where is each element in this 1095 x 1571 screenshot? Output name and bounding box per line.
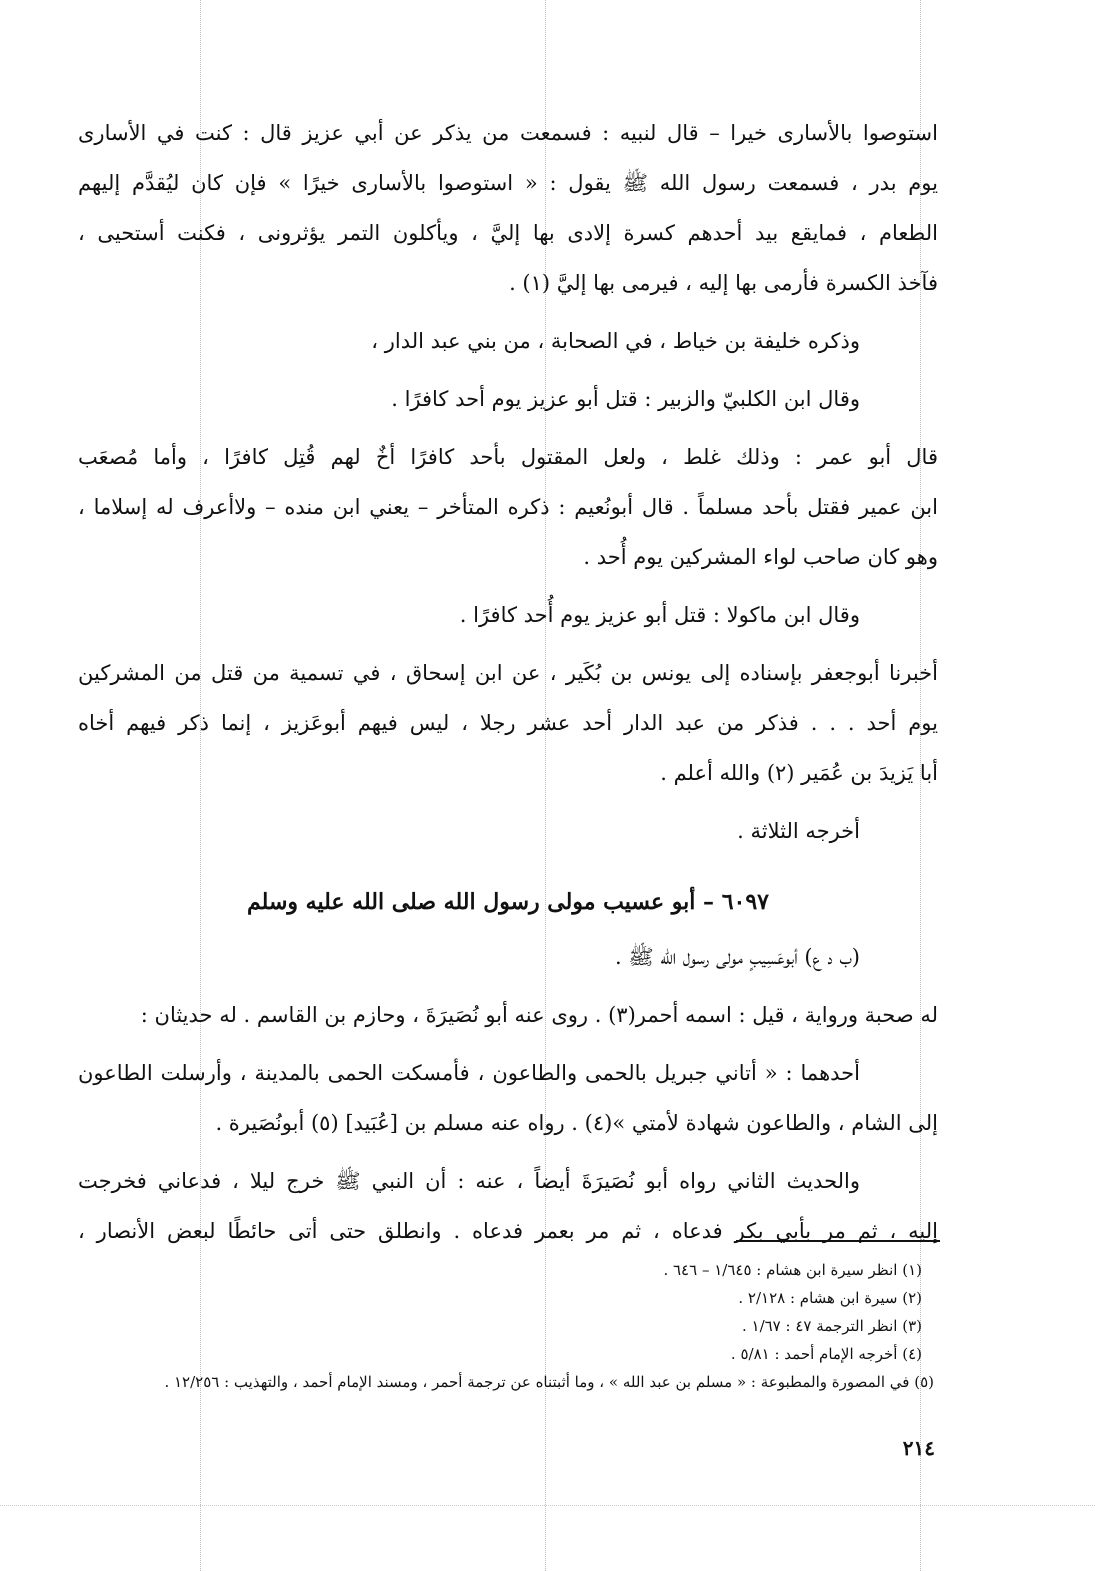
paragraph [78, 932, 938, 982]
paragraph [78, 316, 938, 366]
document-body [78, 108, 938, 1264]
text-line: قال أبو عمر : وذلك غلط ، ولعل المقتول بأحد كافرًا أخٌ لهم قُتِل كافرًا ، وأما مُصعَب [78, 445, 938, 469]
paragraph [78, 374, 938, 424]
footnote: (١) انظر سيرة ابن هشام : ١/٦٤٥ – ٦٤٦ . [663, 1261, 922, 1279]
paragraph [78, 806, 938, 856]
footnote: (٣) انظر الترجمة ٤٧ : ١/٦٧ . [741, 1317, 922, 1335]
paragraph [78, 590, 938, 640]
text-line: وقال ابن ماكولا : قتل أبو عزيز يوم أُحد كافرًا . [459, 603, 860, 627]
paragraph [78, 432, 938, 582]
footnotes [90, 1256, 940, 1396]
text-line: الطعام ، فمايقع بيد أحدهم كسرة إلادى بها إليَّ ، ويأكلون التمر يؤثرونى ، فكنت أستحيى ، [78, 221, 938, 245]
text-line: له صحبة ورواية ، قيل : اسمه أحمر(٣) . روى عنه أبو نُصَيرَةَ ، وحازم بن القاسم . له حديثان : [140, 1003, 938, 1027]
section-abu-asib [78, 932, 938, 1256]
text-line: والحديث الثاني رواه أبو نُصَيرَةَ أيضاً ، عنه : أن النبي ﷺ خرج ليلا ، فدعاني فخرجت [78, 1169, 860, 1193]
text-line: ابن عمير فقتل بأحد مسلماً . قال أبونُعيم : ذكره المتأخر – يعني ابن منده – ولاأعرف له إسلاما ، [78, 495, 938, 519]
paragraph [78, 990, 938, 1040]
page-number: ٢١٤ [902, 1436, 935, 1460]
text-line: وقال ابن الكلبيّ والزبير : قتل أبو عزيز يوم أحد كافرًا . [391, 387, 860, 411]
text-line: وهو كان صاحب لواء المشركين يوم أُحد . [583, 545, 938, 569]
text-line: أبا يَزيدَ بن عُمَير (٢) والله أعلم . [660, 761, 938, 785]
entry-heading: ٦٠٩٧ – أبو عسيب مولى رسول الله صلى الله عليه وسلم [247, 889, 769, 915]
text-line: فآخذ الكسرة فأرمى بها إليه ، فيرمى بها إليَّ (١) . [509, 271, 938, 295]
paragraph [78, 648, 938, 798]
footnote: (٥) في المصورة والمطبوعة : « مسلم بن عبد الله » ، وما أثبتناه عن ترجمة أحمر ، ومسند الإمام أحمد ، والتهذيب : ١٢/٢٥٦ . [164, 1373, 934, 1391]
paragraph [78, 108, 938, 308]
text-line: وذكره خليفة بن خياط ، في الصحابة ، من بني عبد الدار ، [371, 329, 860, 353]
text-line: (ب د ع) أبوعَسِيبٍ مولى رسول الله ﷺ . [615, 945, 860, 969]
scan-guide [0, 1505, 1095, 1506]
text-line: أحدهما : « أتاني جبريل بالحمى والطاعون ، فأمسكت الحمى بالمدينة ، وأرسلت الطاعون [78, 1061, 860, 1085]
paragraph [78, 1048, 938, 1148]
footnote-separator [736, 1240, 940, 1242]
footnote: (٤) أخرجه الإمام أحمد : ٥/٨١ . [730, 1345, 922, 1363]
text-line: استوصوا بالأسارى خيرا – قال لنبيه : فسمعت من يذكر عن أبي عزيز قال : كنت في الأسارى [78, 121, 938, 145]
section-abu-aziz [78, 108, 938, 856]
text-line: أخبرنا أبوجعفر بإسناده إلى يونس بن بُكَير ، عن ابن إسحاق ، في تسمية من قتل من المشركين [78, 661, 938, 685]
footnote: (٢) سيرة ابن هشام : ٢/١٢٨ . [738, 1289, 922, 1307]
text-line: يوم أحد . . . فذكر من عبد الدار أحد عشر رجلا ، ليس فيهم أبوعَزيز ، إنما ذكر فيهم أخاه [78, 711, 938, 735]
text-line: يوم بدر ، فسمعت رسول الله ﷺ يقول : « استوصوا بالأسارى خيرًا » فإن كان ليُقدَّم إليهم [78, 171, 938, 195]
text-line: أخرجه الثلاثة . [737, 819, 860, 843]
text-line: إليه ، ثم مر بأبي بكر فدعاه ، ثم مر بعمر فدعاه . وانطلق حتى أتى حائطًا لبعض الأنصار ، [78, 1219, 938, 1243]
text-line: إلى الشام ، والطاعون شهادة لأمتي »(٤) . رواه عنه مسلم بن [عُبَيد] (٥) أبونُصَيرة . [215, 1111, 938, 1135]
